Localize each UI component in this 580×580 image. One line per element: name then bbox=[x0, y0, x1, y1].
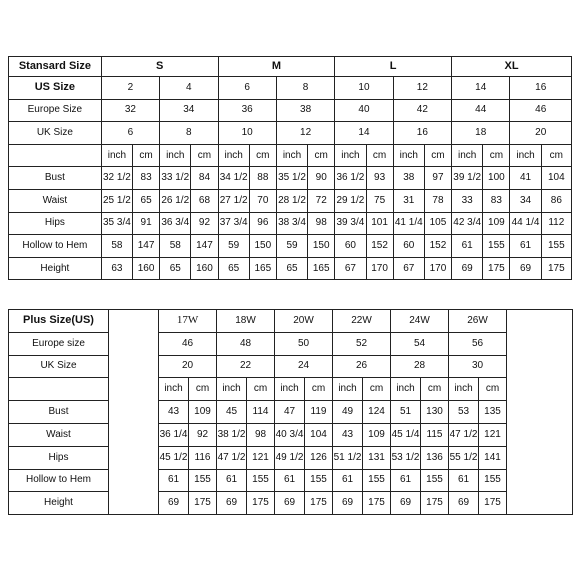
unit-label: cm bbox=[424, 144, 451, 167]
measurement-value: 31 bbox=[393, 189, 424, 212]
unit-label: cm bbox=[247, 378, 275, 401]
unit-label: inch bbox=[510, 144, 541, 167]
measurement-value: 101 bbox=[366, 212, 393, 235]
uk-size-value: 6 bbox=[101, 122, 159, 145]
measurement-value: 59 bbox=[218, 235, 249, 258]
measurement-value: 34 1/2 bbox=[218, 167, 249, 190]
unit-label: cm bbox=[366, 144, 393, 167]
row-label: US Size bbox=[9, 77, 102, 100]
uk-size-value: 8 bbox=[160, 122, 218, 145]
measurement-value: 25 1/2 bbox=[101, 189, 132, 212]
measurement-value: 47 bbox=[275, 401, 305, 424]
measurement-value: 119 bbox=[305, 401, 333, 424]
unit-label: cm bbox=[305, 378, 333, 401]
measurement-value: 69 bbox=[217, 492, 247, 515]
measurement-value: 121 bbox=[479, 423, 507, 446]
measurement-value: 135 bbox=[479, 401, 507, 424]
measurement-row bbox=[9, 469, 573, 492]
measurement-value: 55 1/2 bbox=[449, 446, 479, 469]
measurement-row bbox=[9, 492, 573, 515]
measurement-value: 36 1/4 bbox=[159, 423, 189, 446]
measurement-value: 69 bbox=[333, 492, 363, 515]
measurement-value: 53 bbox=[449, 401, 479, 424]
us-size-value: 4 bbox=[160, 77, 218, 100]
measurement-value: 100 bbox=[483, 167, 510, 190]
measurement-row bbox=[9, 423, 573, 446]
measurement-value: 105 bbox=[424, 212, 451, 235]
measurement-value: 141 bbox=[479, 446, 507, 469]
measurement-value: 115 bbox=[421, 423, 449, 446]
measurement-value: 155 bbox=[541, 235, 571, 258]
measurement-value: 112 bbox=[541, 212, 571, 235]
measurement-row bbox=[9, 167, 572, 190]
measurement-value: 175 bbox=[363, 492, 391, 515]
measurement-value: 152 bbox=[424, 235, 451, 258]
measurement-value: 68 bbox=[191, 189, 218, 212]
measurement-value: 92 bbox=[191, 212, 218, 235]
measurement-value: 39 1/2 bbox=[452, 167, 483, 190]
unit-label: cm bbox=[479, 378, 507, 401]
size-letter: S bbox=[101, 57, 218, 77]
measurement-value: 93 bbox=[366, 167, 393, 190]
plus-size-label: 18W bbox=[217, 310, 275, 333]
measurement-value: 160 bbox=[133, 257, 160, 280]
measurement-value: 35 3/4 bbox=[101, 212, 132, 235]
unit-label: inch bbox=[217, 378, 247, 401]
corner-label: Stansard Size bbox=[9, 57, 102, 77]
measurement-value: 78 bbox=[424, 189, 451, 212]
measurement-value: 175 bbox=[421, 492, 449, 515]
measurement-value: 40 3/4 bbox=[275, 423, 305, 446]
unit-label: inch bbox=[335, 144, 366, 167]
europe-size-value: 56 bbox=[449, 332, 507, 355]
measurement-label: Hips bbox=[9, 212, 102, 235]
measurement-value: 91 bbox=[133, 212, 160, 235]
measurement-value: 109 bbox=[189, 401, 217, 424]
size-letter: L bbox=[335, 57, 452, 77]
measurement-value: 51 bbox=[391, 401, 421, 424]
uk-size-value: 28 bbox=[391, 355, 449, 378]
unit-row bbox=[9, 378, 573, 401]
unit-label: cm bbox=[541, 144, 571, 167]
measurement-value: 65 bbox=[160, 257, 191, 280]
unit-label: cm bbox=[363, 378, 391, 401]
us-size-value: 2 bbox=[101, 77, 159, 100]
measurement-value: 49 bbox=[333, 401, 363, 424]
europe-size-value: 50 bbox=[275, 332, 333, 355]
measurement-value: 109 bbox=[363, 423, 391, 446]
measurement-value: 155 bbox=[483, 235, 510, 258]
measurement-value: 41 bbox=[510, 167, 541, 190]
standard-size-table bbox=[8, 56, 572, 280]
measurement-value: 152 bbox=[366, 235, 393, 258]
plus-size-label: 17W bbox=[159, 310, 217, 333]
measurement-value: 155 bbox=[305, 469, 333, 492]
row-label: UK Size bbox=[9, 355, 109, 378]
unit-label: inch bbox=[218, 144, 249, 167]
measurement-value: 150 bbox=[308, 235, 335, 258]
measurement-value: 39 3/4 bbox=[335, 212, 366, 235]
measurement-value: 136 bbox=[421, 446, 449, 469]
measurement-value: 33 bbox=[452, 189, 483, 212]
row-label: Europe Size bbox=[9, 99, 102, 122]
measurement-value: 124 bbox=[363, 401, 391, 424]
europe-size-row bbox=[9, 99, 572, 122]
measurement-value: 41 1/4 bbox=[393, 212, 424, 235]
measurement-value: 84 bbox=[191, 167, 218, 190]
unit-label: inch bbox=[393, 144, 424, 167]
measurement-value: 59 bbox=[276, 235, 307, 258]
measurement-row bbox=[9, 446, 573, 469]
measurement-value: 42 3/4 bbox=[452, 212, 483, 235]
corner-label: Plus Size(US) bbox=[9, 310, 109, 333]
europe-size-value: 52 bbox=[333, 332, 391, 355]
measurement-value: 38 bbox=[393, 167, 424, 190]
uk-size-value: 26 bbox=[333, 355, 391, 378]
us-size-value: 10 bbox=[335, 77, 393, 100]
measurement-value: 28 1/2 bbox=[276, 189, 307, 212]
measurement-value: 67 bbox=[335, 257, 366, 280]
measurement-row bbox=[9, 212, 572, 235]
unit-label: cm bbox=[483, 144, 510, 167]
measurement-value: 45 1/4 bbox=[391, 423, 421, 446]
measurement-label: Height bbox=[9, 492, 109, 515]
unit-label: inch bbox=[333, 378, 363, 401]
measurement-value: 98 bbox=[247, 423, 275, 446]
measurement-value: 61 bbox=[510, 235, 541, 258]
measurement-value: 75 bbox=[366, 189, 393, 212]
measurement-value: 175 bbox=[483, 257, 510, 280]
measurement-value: 47 1/2 bbox=[449, 423, 479, 446]
measurement-value: 86 bbox=[541, 189, 571, 212]
uk-size-value: 14 bbox=[335, 122, 393, 145]
measurement-value: 63 bbox=[101, 257, 132, 280]
measurement-value: 65 bbox=[218, 257, 249, 280]
measurement-value: 150 bbox=[249, 235, 276, 258]
unit-label: inch bbox=[449, 378, 479, 401]
measurement-value: 104 bbox=[305, 423, 333, 446]
measurement-value: 72 bbox=[308, 189, 335, 212]
measurement-value: 131 bbox=[363, 446, 391, 469]
unit-label: inch bbox=[276, 144, 307, 167]
measurement-value: 155 bbox=[247, 469, 275, 492]
us-size-row bbox=[9, 77, 572, 100]
measurement-value: 83 bbox=[133, 167, 160, 190]
europe-size-value: 36 bbox=[218, 99, 276, 122]
blank-cell bbox=[9, 144, 102, 167]
measurement-value: 53 1/2 bbox=[391, 446, 421, 469]
measurement-value: 60 bbox=[393, 235, 424, 258]
measurement-value: 155 bbox=[189, 469, 217, 492]
us-size-value: 12 bbox=[393, 77, 451, 100]
measurement-value: 43 bbox=[333, 423, 363, 446]
unit-label: cm bbox=[191, 144, 218, 167]
plus-size-label: 24W bbox=[391, 310, 449, 333]
measurement-value: 126 bbox=[305, 446, 333, 469]
measurement-value: 61 bbox=[275, 469, 305, 492]
measurement-value: 44 1/4 bbox=[510, 212, 541, 235]
measurement-value: 36 3/4 bbox=[160, 212, 191, 235]
plus-size-header-row bbox=[9, 310, 573, 333]
measurement-value: 26 1/2 bbox=[160, 189, 191, 212]
measurement-value: 61 bbox=[333, 469, 363, 492]
measurement-value: 61 bbox=[449, 469, 479, 492]
uk-size-value: 30 bbox=[449, 355, 507, 378]
europe-size-value: 32 bbox=[101, 99, 159, 122]
measurement-value: 83 bbox=[483, 189, 510, 212]
measurement-value: 65 bbox=[276, 257, 307, 280]
measurement-value: 175 bbox=[247, 492, 275, 515]
us-size-value: 8 bbox=[276, 77, 334, 100]
measurement-value: 32 1/2 bbox=[101, 167, 132, 190]
measurement-value: 61 bbox=[452, 235, 483, 258]
measurement-value: 38 1/2 bbox=[217, 423, 247, 446]
measurement-value: 116 bbox=[189, 446, 217, 469]
measurement-value: 47 1/2 bbox=[217, 446, 247, 469]
blank-cell bbox=[9, 378, 109, 401]
europe-size-value: 54 bbox=[391, 332, 449, 355]
measurement-value: 155 bbox=[421, 469, 449, 492]
plus-size-label: 20W bbox=[275, 310, 333, 333]
row-label: UK Size bbox=[9, 122, 102, 145]
measurement-value: 175 bbox=[305, 492, 333, 515]
measurement-value: 97 bbox=[424, 167, 451, 190]
size-letter: XL bbox=[452, 57, 572, 77]
uk-size-value: 20 bbox=[510, 122, 572, 145]
unit-label: inch bbox=[160, 144, 191, 167]
measurement-value: 96 bbox=[249, 212, 276, 235]
measurement-value: 65 bbox=[133, 189, 160, 212]
measurement-value: 175 bbox=[189, 492, 217, 515]
measurement-value: 60 bbox=[335, 235, 366, 258]
measurement-value: 70 bbox=[249, 189, 276, 212]
measurement-value: 58 bbox=[101, 235, 132, 258]
measurement-value: 170 bbox=[366, 257, 393, 280]
uk-size-row bbox=[9, 122, 572, 145]
plus-size-label: 22W bbox=[333, 310, 391, 333]
measurement-value: 29 1/2 bbox=[335, 189, 366, 212]
measurement-value: 61 bbox=[159, 469, 189, 492]
europe-size-value: 34 bbox=[160, 99, 218, 122]
europe-size-value: 46 bbox=[510, 99, 572, 122]
europe-size-value: 42 bbox=[393, 99, 451, 122]
measurement-value: 49 1/2 bbox=[275, 446, 305, 469]
unit-label: cm bbox=[421, 378, 449, 401]
measurement-value: 34 bbox=[510, 189, 541, 212]
plus-size-table bbox=[8, 309, 573, 515]
uk-size-value: 16 bbox=[393, 122, 451, 145]
measurement-value: 38 3/4 bbox=[276, 212, 307, 235]
us-size-value: 14 bbox=[452, 77, 510, 100]
measurement-value: 69 bbox=[391, 492, 421, 515]
measurement-value: 58 bbox=[160, 235, 191, 258]
measurement-value: 69 bbox=[452, 257, 483, 280]
measurement-value: 165 bbox=[249, 257, 276, 280]
blank-cell bbox=[507, 310, 573, 515]
uk-size-value: 20 bbox=[159, 355, 217, 378]
measurement-value: 88 bbox=[249, 167, 276, 190]
measurement-value: 51 1/2 bbox=[333, 446, 363, 469]
measurement-label: Bust bbox=[9, 167, 102, 190]
measurement-value: 69 bbox=[449, 492, 479, 515]
unit-label: inch bbox=[101, 144, 132, 167]
measurement-value: 36 1/2 bbox=[335, 167, 366, 190]
europe-size-value: 48 bbox=[217, 332, 275, 355]
measurement-row bbox=[9, 235, 572, 258]
measurement-value: 35 1/2 bbox=[276, 167, 307, 190]
measurement-value: 33 1/2 bbox=[160, 167, 191, 190]
measurement-value: 43 bbox=[159, 401, 189, 424]
measurement-value: 155 bbox=[363, 469, 391, 492]
europe-size-value: 40 bbox=[335, 99, 393, 122]
measurement-label: Waist bbox=[9, 423, 109, 446]
measurement-value: 45 bbox=[217, 401, 247, 424]
us-size-value: 6 bbox=[218, 77, 276, 100]
measurement-value: 27 1/2 bbox=[218, 189, 249, 212]
measurement-value: 147 bbox=[133, 235, 160, 258]
uk-size-value: 22 bbox=[217, 355, 275, 378]
unit-label: inch bbox=[275, 378, 305, 401]
measurement-value: 170 bbox=[424, 257, 451, 280]
measurement-label: Hollow to Hem bbox=[9, 469, 109, 492]
measurement-row bbox=[9, 257, 572, 280]
measurement-value: 98 bbox=[308, 212, 335, 235]
unit-label: inch bbox=[391, 378, 421, 401]
measurement-value: 69 bbox=[159, 492, 189, 515]
uk-size-value: 24 bbox=[275, 355, 333, 378]
unit-label: inch bbox=[159, 378, 189, 401]
measurement-label: Height bbox=[9, 257, 102, 280]
measurement-value: 37 3/4 bbox=[218, 212, 249, 235]
measurement-value: 175 bbox=[479, 492, 507, 515]
measurement-label: Bust bbox=[9, 401, 109, 424]
measurement-value: 130 bbox=[421, 401, 449, 424]
europe-size-value: 44 bbox=[452, 99, 510, 122]
measurement-value: 90 bbox=[308, 167, 335, 190]
measurement-value: 175 bbox=[541, 257, 571, 280]
measurement-value: 114 bbox=[247, 401, 275, 424]
us-size-value: 16 bbox=[510, 77, 572, 100]
measurement-value: 160 bbox=[191, 257, 218, 280]
plus-size-label: 26W bbox=[449, 310, 507, 333]
unit-label: cm bbox=[249, 144, 276, 167]
measurement-value: 45 1/2 bbox=[159, 446, 189, 469]
uk-size-value: 12 bbox=[276, 122, 334, 145]
europe-size-value: 46 bbox=[159, 332, 217, 355]
measurement-row bbox=[9, 401, 573, 424]
measurement-value: 67 bbox=[393, 257, 424, 280]
measurement-value: 104 bbox=[541, 167, 571, 190]
measurement-label: Hollow to Hem bbox=[9, 235, 102, 258]
measurement-row bbox=[9, 189, 572, 212]
europe-size-value: 38 bbox=[276, 99, 334, 122]
size-letter: M bbox=[218, 57, 335, 77]
unit-row bbox=[9, 144, 572, 167]
unit-label: cm bbox=[189, 378, 217, 401]
measurement-value: 69 bbox=[510, 257, 541, 280]
measurement-value: 69 bbox=[275, 492, 305, 515]
europe-size-row bbox=[9, 332, 573, 355]
row-label: Europe size bbox=[9, 332, 109, 355]
blank-cell bbox=[109, 310, 159, 515]
size-header-row bbox=[9, 57, 572, 77]
measurement-value: 92 bbox=[189, 423, 217, 446]
measurement-label: Hips bbox=[9, 446, 109, 469]
measurement-value: 147 bbox=[191, 235, 218, 258]
measurement-value: 121 bbox=[247, 446, 275, 469]
uk-size-value: 18 bbox=[452, 122, 510, 145]
measurement-value: 155 bbox=[479, 469, 507, 492]
uk-size-row bbox=[9, 355, 573, 378]
measurement-label: Waist bbox=[9, 189, 102, 212]
measurement-value: 61 bbox=[217, 469, 247, 492]
measurement-value: 109 bbox=[483, 212, 510, 235]
measurement-value: 61 bbox=[391, 469, 421, 492]
unit-label: cm bbox=[308, 144, 335, 167]
uk-size-value: 10 bbox=[218, 122, 276, 145]
measurement-value: 165 bbox=[308, 257, 335, 280]
unit-label: inch bbox=[452, 144, 483, 167]
unit-label: cm bbox=[133, 144, 160, 167]
